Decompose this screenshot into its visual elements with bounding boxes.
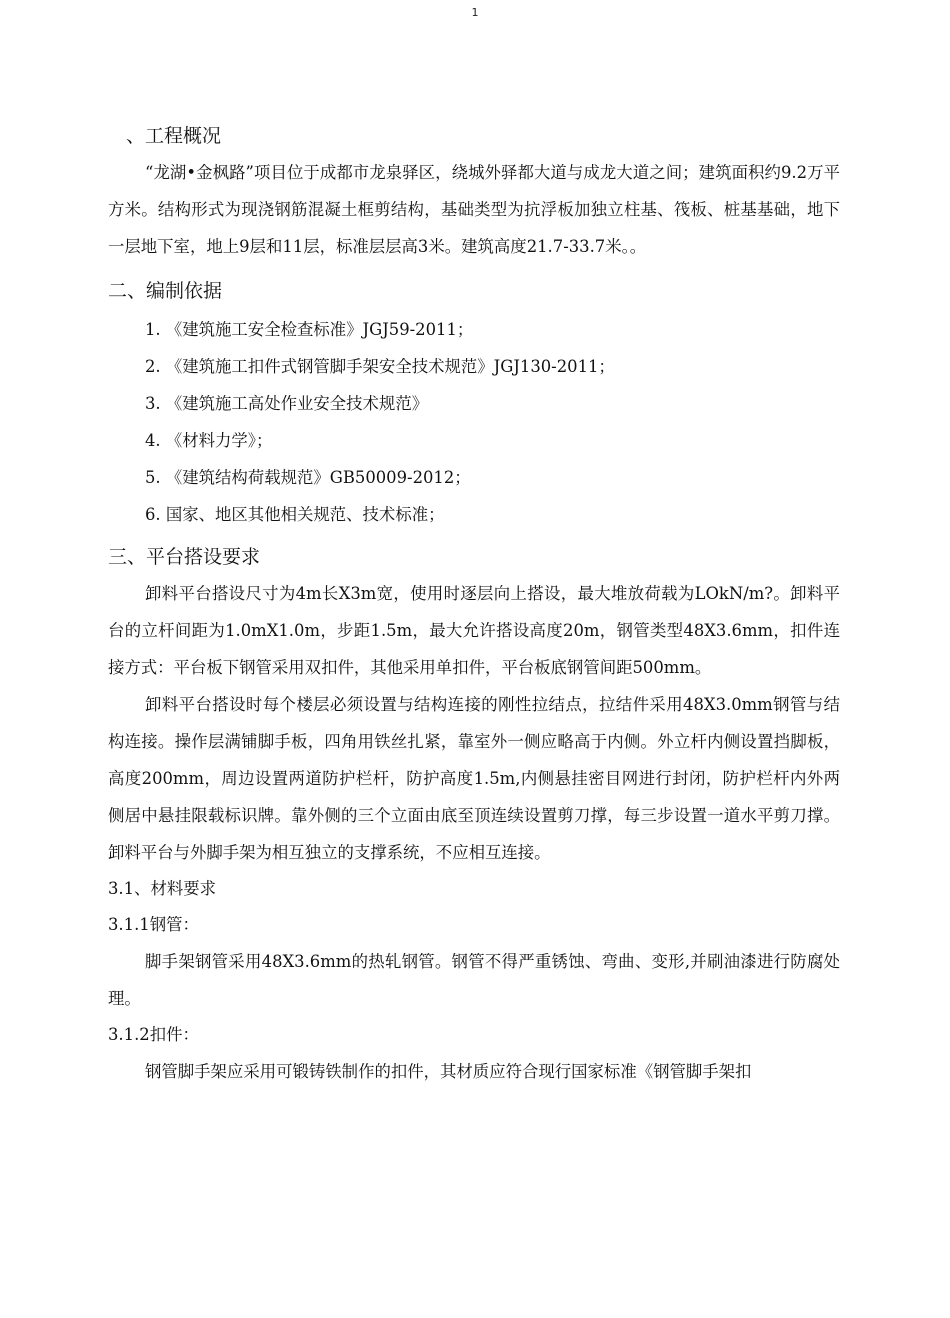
document-body (108, 120, 840, 1090)
basis-list (108, 311, 840, 533)
steel-pipe-paragraph: 脚手架钢管采用48X3.6mm的热轧钢管。钢管不得严重锈蚀、弯曲、变形,并刷油漆进行防腐处理。 (108, 952, 840, 1008)
basis-list-item: 3. 《建筑施工高处作业安全技术规范》 (145, 394, 429, 413)
platform-construction-paragraph: 卸料平台搭设时每个楼层必须设置与结构连接的刚性拉结点，拉结件采用48X3.0mm钢管与结构连接。操作层满铺脚手板，四角用铁丝扎紧，靠室外一侧应略高于内侧。外立杆内侧设置挡脚板，高度200mm，周边设置两道防护栏杆，防护高度1.5m,内侧悬挂密目网进行封闭，防护栏杆内外两侧居中悬挂限载标识牌。靠外侧的三个立面由底至顶连续设置剪刀撑，每三步设置一道水平剪刀撑。卸料平台与外脚手架为相互独立的支撑系统，不应相互连接。 (108, 695, 840, 862)
basis-list-item: 2. 《建筑施工扣件式钢管脚手架安全技术规范》JGJ130-2011； (145, 357, 615, 376)
subheading-steel-pipe: 3.1.1钢管： (108, 915, 199, 934)
basis-list-item: 6. 国家、地区其他相关规范、技术标准； (145, 505, 445, 524)
basis-list-item: 1. 《建筑施工安全检查标准》JGJ59-2011； (145, 320, 474, 339)
section-heading-basis: 二、编制依据 (108, 280, 223, 302)
subheading-fastener: 3.1.2扣件： (108, 1025, 199, 1044)
basis-list-item: 5. 《建筑结构荷载规范》GB50009-2012； (145, 468, 471, 487)
platform-dimensions-paragraph: 卸料平台搭设尺寸为4m长X3m宽，使用时逐层向上搭设，最大堆放荷载为LOkN/m?。卸料平台的立杆间距为1.0mX1.0m，步距1.5m，最大允许搭设高度20m，钢管类型48X3.6mm，扣件连接方式：平台板下钢管采用双扣件，其他采用单扣件，平台板底钢管间距500mm。 (108, 584, 840, 677)
section-heading-platform-requirements: 三、平台搭设要求 (108, 546, 261, 568)
basis-list-item: 4. 《材料力学》； (145, 431, 273, 450)
subheading-material-requirements: 3.1、材料要求 (108, 879, 217, 898)
project-overview-paragraph: “龙湖•金枫路”项目位于成都市龙泉驿区，绕城外驿都大道与成龙大道之间；建筑面积约9.2万平方米。结构形式为现浇钢筋混凝土框剪结构，基础类型为抗浮板加独立柱基、筏板、桩基基础，地下一层地下室，地上9层和11层，标准层层高3米。建筑高度21.7-33.7米。。 (108, 163, 840, 256)
page-number: 1 (471, 6, 479, 19)
section-heading-project-overview: 、工程概况 (126, 125, 222, 147)
fastener-paragraph: 钢管脚手架应采用可锻铸铁制作的扣件，其材质应符合现行国家标准《钢管脚手架扣 (145, 1062, 752, 1081)
